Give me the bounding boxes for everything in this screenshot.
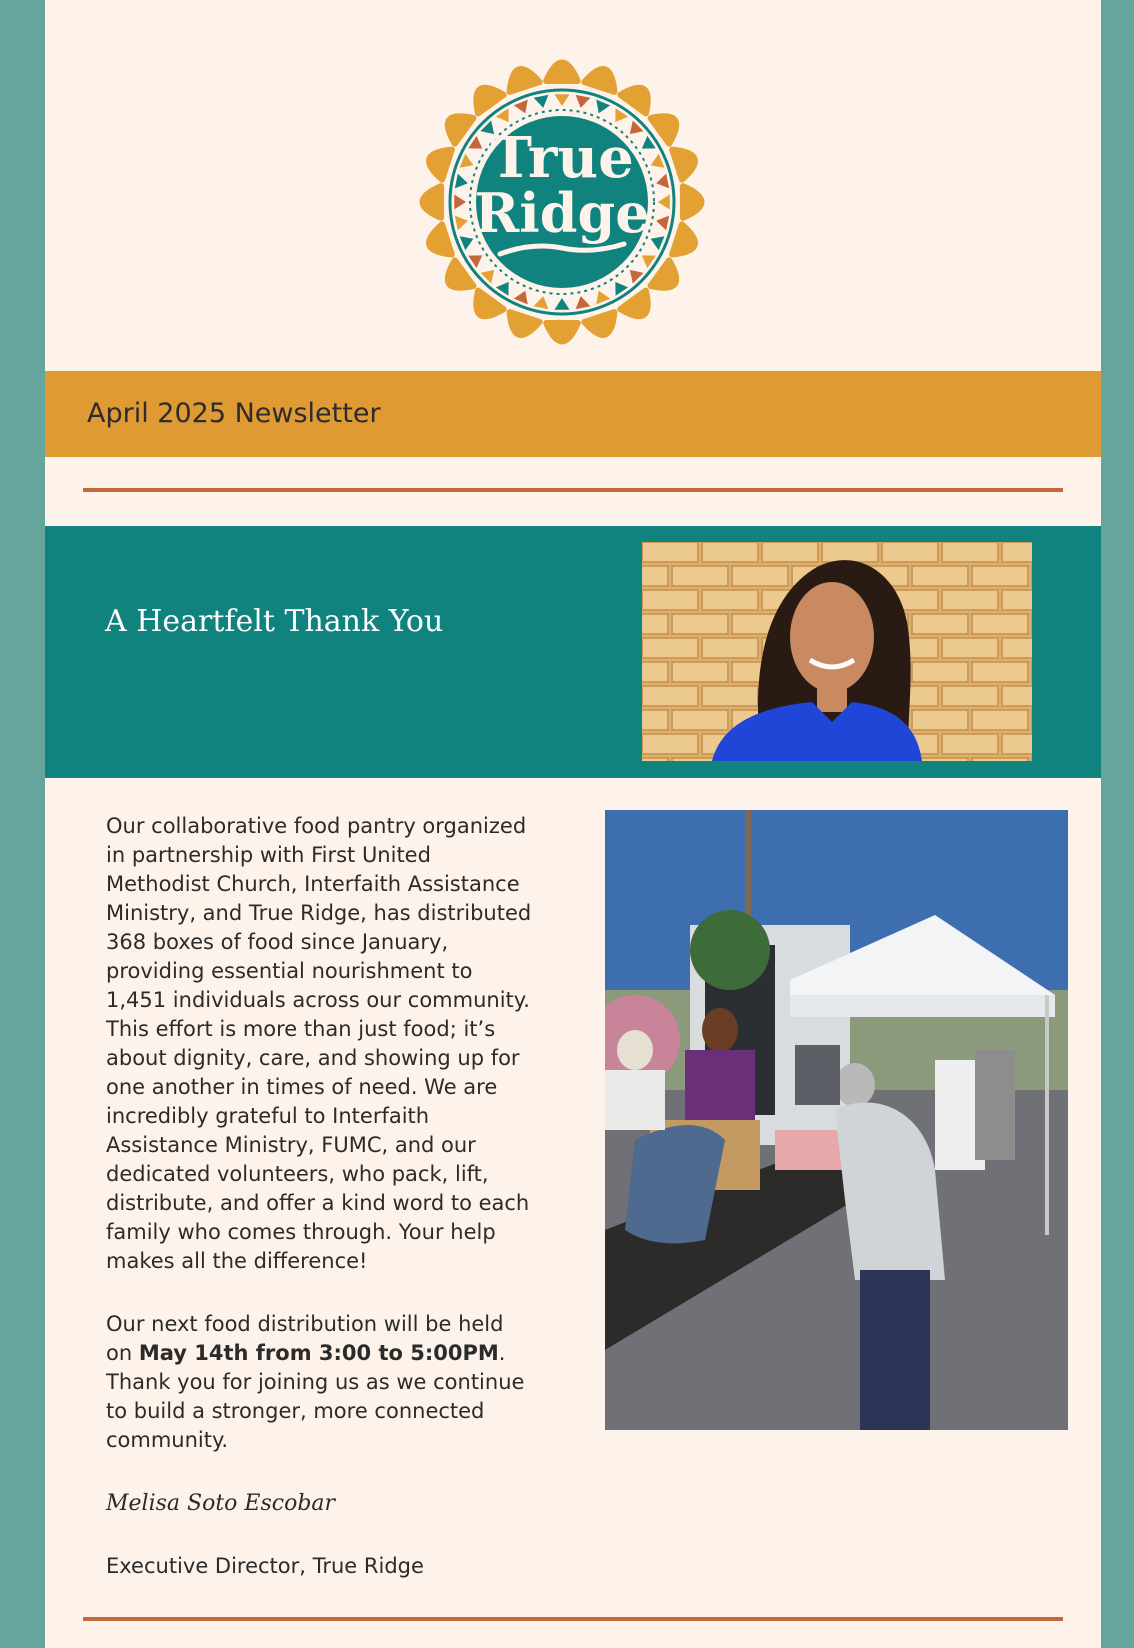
director-portrait-photo xyxy=(642,542,1032,761)
feature-header xyxy=(45,526,1101,778)
signature-name: Melisa Soto Escobar xyxy=(106,1491,336,1516)
food-distribution-photo xyxy=(605,810,1068,1430)
signature-title: Executive Director, True Ridge xyxy=(106,1554,424,1578)
section-title: A Heartfelt Thank You xyxy=(105,604,444,639)
article-body xyxy=(106,812,536,1615)
divider xyxy=(83,488,1063,492)
true-ridge-logo xyxy=(402,42,722,362)
event-date-time: May 14th from 3:00 to 5:00PM xyxy=(138,1341,499,1365)
newsletter-banner xyxy=(45,371,1101,457)
newsletter-page xyxy=(45,0,1101,1648)
newsletter-title: April 2025 Newsletter xyxy=(87,398,381,429)
event-text-prefix: Our next food distribution will be held on xyxy=(106,1312,504,1365)
header xyxy=(45,30,1101,360)
logo-text-line2: Ridge xyxy=(474,181,650,245)
article-paragraph: Our collaborative food pantry organized in partnership with First United Methodist Church, Interfaith Assistance Ministry, and True Ridge, has distributed 368 boxes of food since January, providing essential nourishment to 1,451 individuals across our community. This effort is more than just food; it’s about dignity, care, and showing up for one another in times of need. We are incredibly grateful to Interfaith Assistance Ministry, FUMC, and our dedicated volunteers, who pack, lift, distribute, and offer a kind word to each family who comes through. Your help makes all the difference! xyxy=(106,814,532,1273)
divider xyxy=(83,1617,1063,1621)
logo-text-line1: True xyxy=(490,125,634,191)
event-text-suffix: . Thank you for joining us as we continue to build a stronger, more connected community. xyxy=(106,1341,525,1452)
article-paragraph-event xyxy=(106,1310,536,1455)
